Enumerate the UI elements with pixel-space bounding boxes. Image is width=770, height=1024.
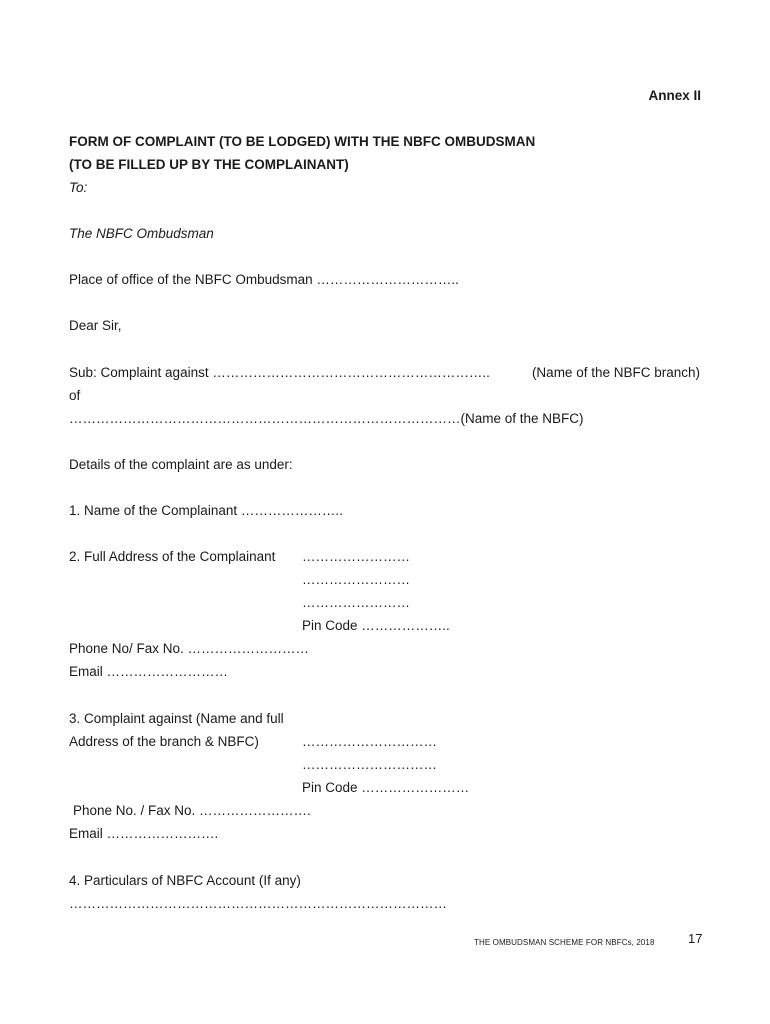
item2-address-line3: ……………………	[302, 595, 410, 610]
item4-account-line: …………………………………………………………………………	[69, 896, 447, 911]
item2-address-line1: ……………………	[302, 549, 410, 564]
item3-address-line1: …………………………	[302, 734, 437, 749]
subject-line1-left: Sub: Complaint against ……………………………………………………..	[69, 365, 490, 380]
form-heading-line2: (TO BE FILLED UP BY THE COMPLAINANT)	[69, 157, 349, 172]
item3-address-line2: …………………………	[302, 757, 437, 772]
subject-line3: ……………………………………………………………………………(Name of the NBFC)	[69, 411, 584, 426]
item1-name-of-complainant: 1. Name of the Complainant …………………..	[69, 503, 343, 518]
details-intro: Details of the complaint are as under:	[69, 457, 293, 472]
salutation: Dear Sir,	[69, 318, 122, 333]
annex-label: Annex II	[648, 88, 701, 103]
item4-label: 4. Particulars of NBFC Account (If any)	[69, 873, 301, 888]
item3-email: Email …………………….	[69, 826, 219, 841]
form-heading-line1: FORM OF COMPLAINT (TO BE LODGED) WITH THE NBFC OMBUDSMAN	[69, 134, 536, 149]
item2-label: 2. Full Address of the Complainant	[69, 549, 276, 564]
item2-pin-code: Pin Code ………………..	[302, 618, 450, 633]
item3-label-line1: 3. Complaint against (Name and full	[69, 711, 284, 726]
item3-label-line2: Address of the branch & NBFC)	[69, 734, 259, 749]
page-number: 17	[688, 931, 703, 946]
item2-address-line2: ……………………	[302, 572, 410, 587]
item2-email: Email ………………………	[69, 664, 229, 679]
to-label: To:	[69, 180, 88, 195]
footer-scheme-title: THE OMBUDSMAN SCHEME FOR NBFCs, 2018	[474, 938, 655, 947]
item2-phone-fax: Phone No/ Fax No. ………………………	[69, 641, 310, 656]
addressee: The NBFC Ombudsman	[69, 226, 214, 241]
subject-line2: of	[69, 388, 81, 403]
subject-line1-right: (Name of the NBFC branch)	[531, 365, 700, 380]
item3-phone-fax: Phone No. / Fax No. …………………….	[73, 803, 311, 818]
item3-pin-code: Pin Code ……………………	[302, 780, 470, 795]
place-of-office-line: Place of office of the NBFC Ombudsman …………………………..	[69, 272, 459, 287]
